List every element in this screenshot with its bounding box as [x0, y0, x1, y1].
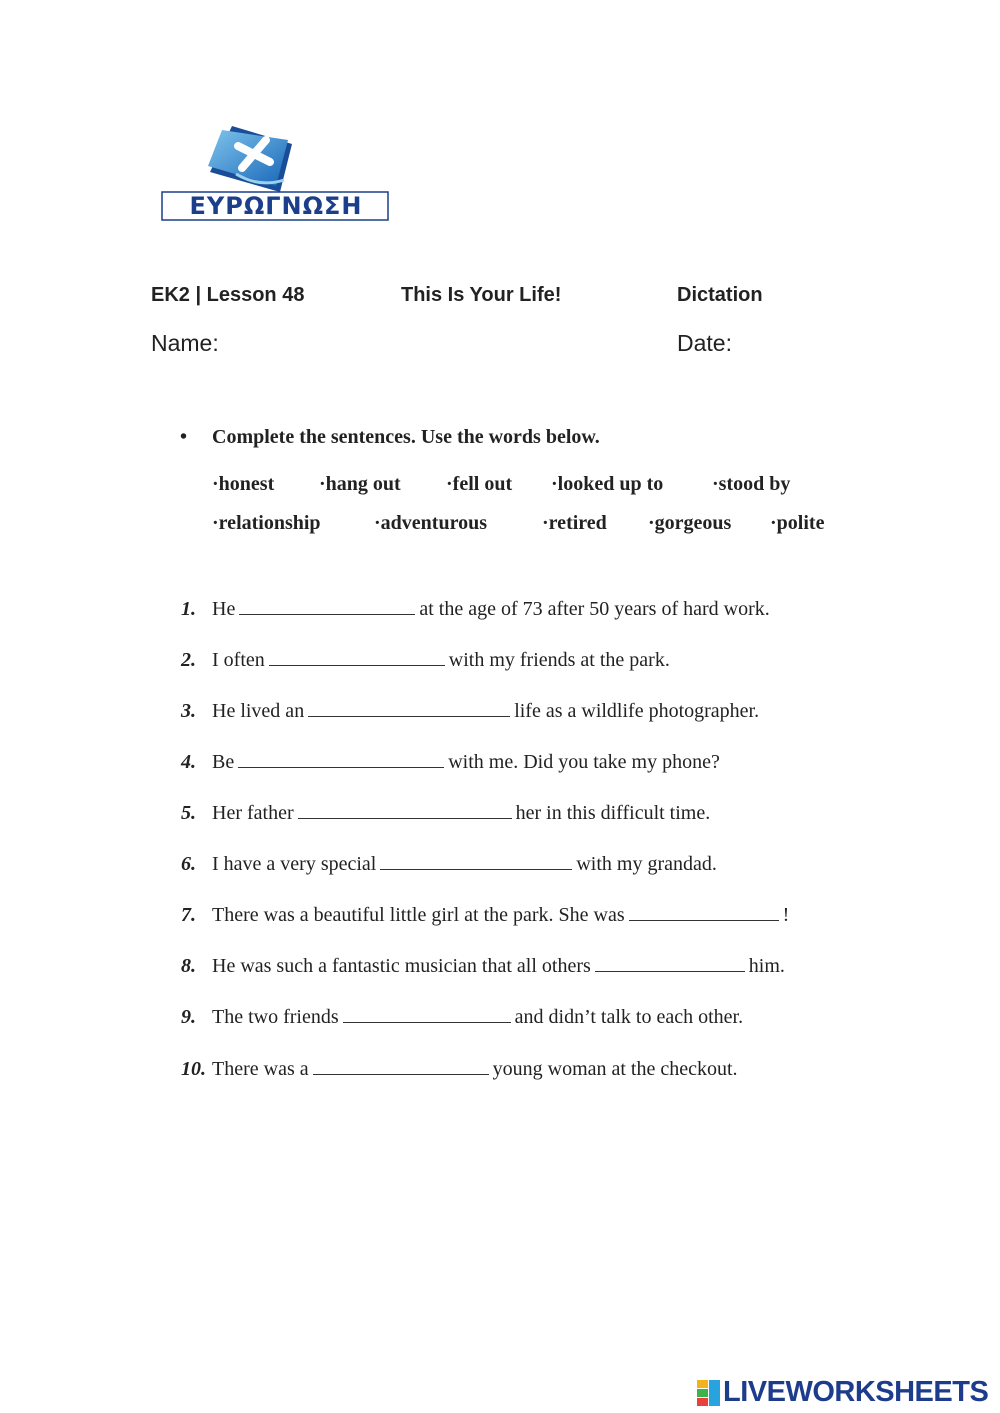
sentence-after: !	[782, 904, 790, 926]
word-bank-item: ·adventurous	[374, 512, 487, 534]
sentence-row	[181, 749, 720, 774]
sentence-after: her in this difficult time.	[515, 802, 711, 824]
answer-blank[interactable]	[595, 953, 745, 972]
answer-blank[interactable]	[629, 902, 779, 921]
sentence-number: 10.	[181, 1058, 206, 1080]
word-bank-item: ·polite	[770, 512, 825, 534]
lesson-title: This Is Your Life!	[401, 284, 562, 306]
lesson-label: EK2 | Lesson 48	[151, 284, 305, 306]
sentence-row	[181, 647, 670, 672]
word-bank-item: ·stood by	[712, 473, 791, 495]
bullet-icon: •	[180, 426, 188, 448]
sentence-number: 6.	[181, 853, 196, 875]
sentence-number: 5.	[181, 802, 196, 824]
sentence-after: and didn’t talk to each other.	[514, 1006, 744, 1028]
sentence-number: 8.	[181, 955, 196, 977]
sentence-row	[181, 953, 785, 978]
answer-blank[interactable]	[269, 647, 445, 666]
sentence-row	[181, 1004, 743, 1029]
answer-blank[interactable]	[343, 1004, 511, 1023]
sentence-row	[181, 596, 770, 621]
sentence-before: I often	[212, 649, 265, 671]
sentence-number: 7.	[181, 904, 196, 926]
answer-blank[interactable]	[238, 749, 444, 768]
sentence-before: The two friends	[212, 1006, 339, 1028]
sentence-row	[181, 851, 717, 876]
sentence-row	[181, 1056, 738, 1081]
sentence-before: Be	[212, 751, 235, 773]
sentence-before: He	[212, 598, 236, 620]
sentence-row	[181, 902, 789, 927]
sentence-number: 2.	[181, 649, 196, 671]
instructions-text: Complete the sentences. Use the words below.	[212, 426, 600, 448]
sentence-before: There was a beautiful little girl at the park. She was	[212, 904, 625, 926]
word-bank-item: ·looked up to	[551, 473, 664, 495]
sentence-after: with my grandad.	[576, 853, 717, 875]
sentence-before: There was a	[212, 1058, 309, 1080]
sentence-row	[181, 698, 759, 723]
logo-wordmark: ΕΥΡΩΓΝΩΣΗ	[189, 192, 363, 220]
sentence-after: young woman at the checkout.	[492, 1058, 738, 1080]
sentence-number: 1.	[181, 598, 196, 620]
answer-blank[interactable]	[380, 851, 572, 870]
brand-name: LIVEWORKSHEETS	[723, 1376, 989, 1408]
sentence-before: I have a very special	[212, 853, 377, 875]
sentence-after: him.	[748, 955, 785, 977]
sentence-before: He lived an	[212, 700, 305, 722]
sentence-number: 4.	[181, 751, 196, 773]
sentence-row	[181, 800, 710, 825]
sentence-before: He was such a fantastic musician that all others	[212, 955, 591, 977]
word-bank-item: ·honest	[212, 473, 275, 495]
word-bank-item: ·gorgeous	[648, 512, 732, 534]
liveworksheets-icon	[697, 1380, 721, 1406]
sentence-number: 3.	[181, 700, 196, 722]
word-bank-item: ·relationship	[212, 512, 321, 534]
name-label: Name:	[151, 330, 219, 356]
sentence-after: with me. Did you take my phone?	[448, 751, 720, 773]
publisher-logo	[160, 122, 392, 224]
date-label: Date:	[677, 330, 732, 356]
word-bank-item: ·fell out	[446, 473, 513, 495]
answer-blank[interactable]	[313, 1056, 489, 1075]
activity-type: Dictation	[677, 284, 763, 306]
word-bank-item: ·retired	[542, 512, 607, 534]
sentence-number: 9.	[181, 1006, 196, 1028]
sentence-before: Her father	[212, 802, 294, 824]
answer-blank[interactable]	[308, 698, 510, 717]
answer-blank[interactable]	[239, 596, 415, 615]
sentence-after: at the age of 73 after 50 years of hard work.	[419, 598, 770, 620]
answer-blank[interactable]	[298, 800, 512, 819]
sentence-after: life as a wildlife photographer.	[514, 700, 760, 722]
word-bank-item: ·hang out	[319, 473, 401, 495]
sentence-after: with my friends at the park.	[448, 649, 670, 671]
instructions	[180, 426, 600, 449]
